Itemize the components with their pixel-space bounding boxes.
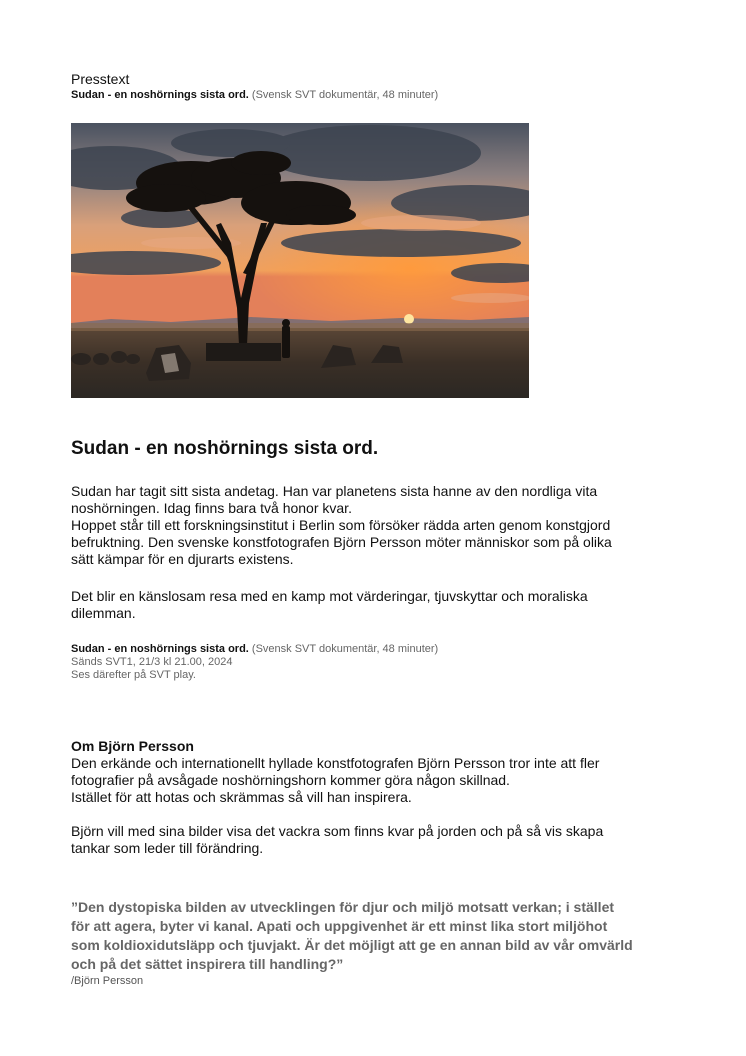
about-line4: Björn vill med sina bilder visa det vackra som finns kvar på jorden och på så vis skapa xyxy=(71,823,604,839)
broadcast-meta: (Svensk SVT dokumentär, 48 minuter) xyxy=(251,643,439,655)
quote-line4: och på det sättet inspirera till handling?” xyxy=(71,956,344,972)
hero-photo xyxy=(71,123,529,398)
quote-block xyxy=(71,898,681,988)
p2-line1: Det blir en känslosam resa med en kamp mot värderingar, tjuvskyttar och moraliska xyxy=(71,588,588,604)
broadcast-play: Ses därefter på SVT play. xyxy=(71,669,196,681)
p1-line1: Sudan har tagit sitt sista andetag. Han var planetens sista hanne av den nordliga vita xyxy=(71,483,598,499)
press-subtitle-title: Sudan - en noshörnings sista ord. xyxy=(71,89,249,101)
p1-line3: Hoppet står till ett forskningsinstitut i Berlin som försöker rädda arten genom konstgjord xyxy=(71,517,611,533)
broadcast-title-line xyxy=(71,642,681,656)
sunset-tree-illustration xyxy=(71,123,529,398)
about-line2: fotografier på avsågade noshörningshorn kommer göra någon skillnad. xyxy=(71,772,510,788)
press-header xyxy=(71,70,681,102)
broadcast-title: Sudan - en noshörnings sista ord. xyxy=(71,643,249,655)
about-line1: Den erkände och internationellt hyllade konstfotografen Björn Persson tror inte att fler xyxy=(71,755,600,771)
p1-line2: noshörningen. Idag finns bara två honor kvar. xyxy=(71,500,352,516)
quote-line2: för att agera, byter vi kanal. Apati och uppgivenhet är ett minst lika stort miljöhot xyxy=(71,918,608,934)
press-subtitle xyxy=(71,88,681,102)
about-section xyxy=(71,738,681,857)
article-headline: Sudan - en noshörnings sista ord. xyxy=(71,438,379,459)
quote-line3: som koldioxidutsläpp och tjuvjakt. Är det möjligt att ge en annan bild av vår omvärld xyxy=(71,937,633,953)
p1-line5: sätt kämpar för en djurarts existens. xyxy=(71,551,294,567)
press-subtitle-meta: (Svensk SVT dokumentär, 48 minuter) xyxy=(251,89,439,101)
about-line3: Istället för att hotas och skrämmas så vill han inspirera. xyxy=(71,789,412,805)
quote-signature: /Björn Persson xyxy=(71,975,144,987)
about-line5: tankar som leder till förändring. xyxy=(71,840,264,856)
quote-line1: ”Den dystopiska bilden av utvecklingen för djur och miljö motsatt verkan; i stället xyxy=(71,899,615,915)
article-body-p2 xyxy=(71,588,681,622)
broadcast-info xyxy=(71,642,681,682)
article-body-p1 xyxy=(71,483,681,568)
about-heading: Om Björn Persson xyxy=(71,738,194,754)
broadcast-airing: Sänds SVT1, 21/3 kl 21.00, 2024 xyxy=(71,656,233,668)
p2-line2: dilemman. xyxy=(71,605,136,621)
p1-line4: befruktning. Den svenske konstfotografen Björn Persson möter människor som på olika xyxy=(71,534,612,550)
press-label: Presstext xyxy=(71,71,130,87)
